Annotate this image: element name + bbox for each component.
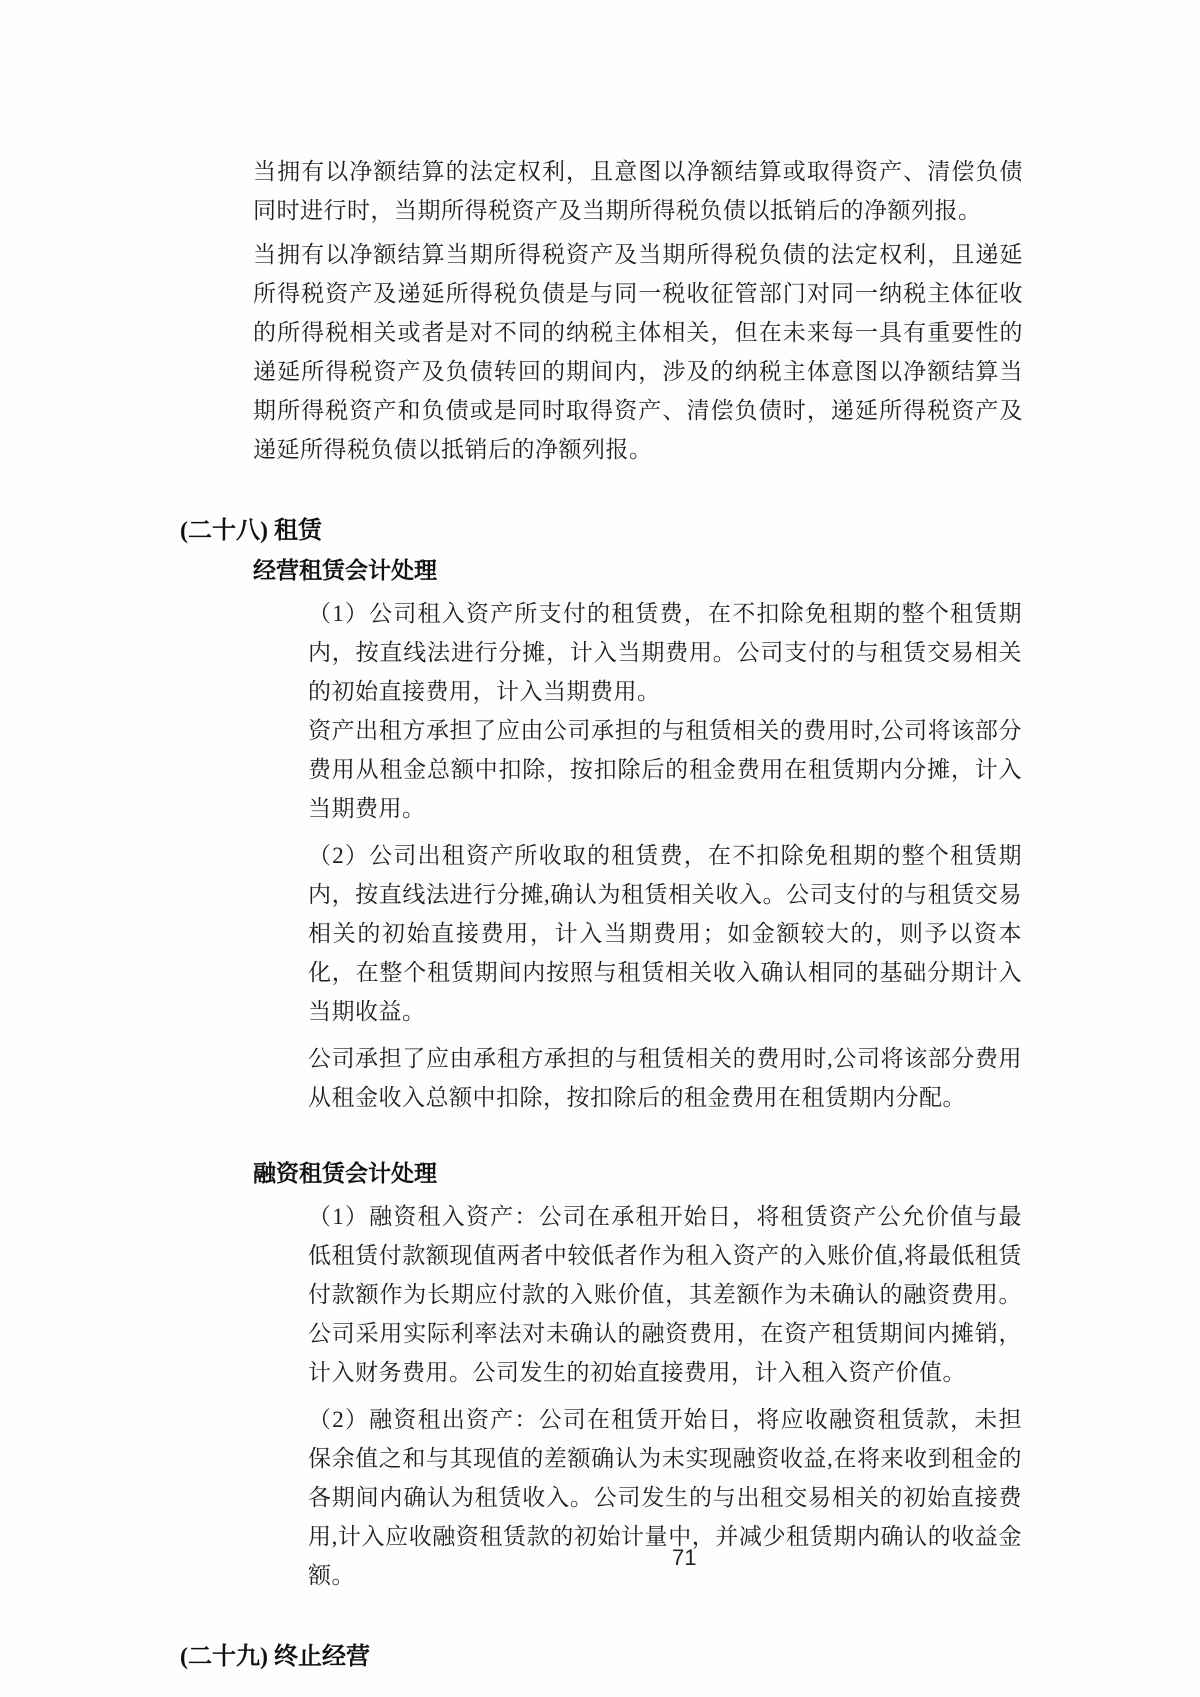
finance-lease-paragraph-1: （1）融资租入资产：公司在承租开始日，将租赁资产公允价值与最低租赁付款额现值两者中较低者作为租入资产的入账价值,将最低租赁付款额作为长期应付款的入账价值，其差额作为未确认的融资费用。公司采用实际利率法对未确认的融资费用，在资产租赁期间内摊销，计入财务费用。公司发生的初始直接费用，计入租入资产价值。 <box>308 1204 1022 1385</box>
operating-lease-paragraph-3: （2）公司出租资产所收取的租赁费，在不扣除免租期的整个租赁期内，按直线法进行分摊,确认为租赁相关收入。公司支付的与租赁交易相关的初始直接费用，计入当期费用；如金额较大的，则予以资本化，在整个租赁期间内按照与租赁相关收入确认相同的基础分期计入当期收益。 <box>308 843 1022 1024</box>
section-29-heading: (二十九) 终止经营 <box>180 1644 370 1670</box>
operating-lease-paragraph-2: 资产出租方承担了应由公司承担的与租赁相关的费用时,公司将该部分费用从租金总额中扣除，按扣除后的租金费用在租赁期内分摊，计入当期费用。 <box>308 718 1022 821</box>
finance-lease-subheading: 融资租赁会计处理 <box>253 1161 437 1186</box>
intro-paragraph-2: 当拥有以净额结算当期所得税资产及当期所得税负债的法定权利，且递延所得税资产及递延所得税负债是与同一税收征管部门对同一纳税主体征收的所得税相关或者是对不同的纳税主体相关，但在未来每一具有重要性的递延所得税资产及负债转回的期间内，涉及的纳税主体意图以净额结算当期所得税资产和负债或是同时取得资产、清偿负债时，递延所得税资产及递延所得税负债以抵销后的净额列报。 <box>253 242 1023 462</box>
finance-lease-paragraph-2: （2）融资租出资产：公司在租赁开始日，将应收融资租赁款，未担保余值之和与其现值的差额确认为未实现融资收益,在将来收到租金的各期间内确认为租赁收入。公司发生的与出租交易相关的初始直接费用,计入应收融资租赁款的初始计量中，并减少租赁期内确认的收益金额。 <box>308 1407 1022 1588</box>
operating-lease-paragraph-4: 公司承担了应由承租方承担的与租赁相关的费用时,公司将该部分费用从租金收入总额中扣除，按扣除后的租金费用在租赁期内分配。 <box>308 1046 1022 1110</box>
page-number: 71 <box>672 1545 697 1570</box>
intro-paragraph-1: 当拥有以净额结算的法定权利，且意图以净额结算或取得资产、清偿负债同时进行时，当期所得税资产及当期所得税负债以抵销后的净额列报。 <box>253 159 1023 223</box>
section-28-heading: (二十八) 租赁 <box>180 518 322 544</box>
operating-lease-paragraph-1: （1）公司租入资产所支付的租赁费，在不扣除免租期的整个租赁期内，按直线法进行分摊，计入当期费用。公司支付的与租赁交易相关的初始直接费用，计入当期费用。 <box>308 601 1022 704</box>
operating-lease-subheading: 经营租赁会计处理 <box>253 558 437 583</box>
